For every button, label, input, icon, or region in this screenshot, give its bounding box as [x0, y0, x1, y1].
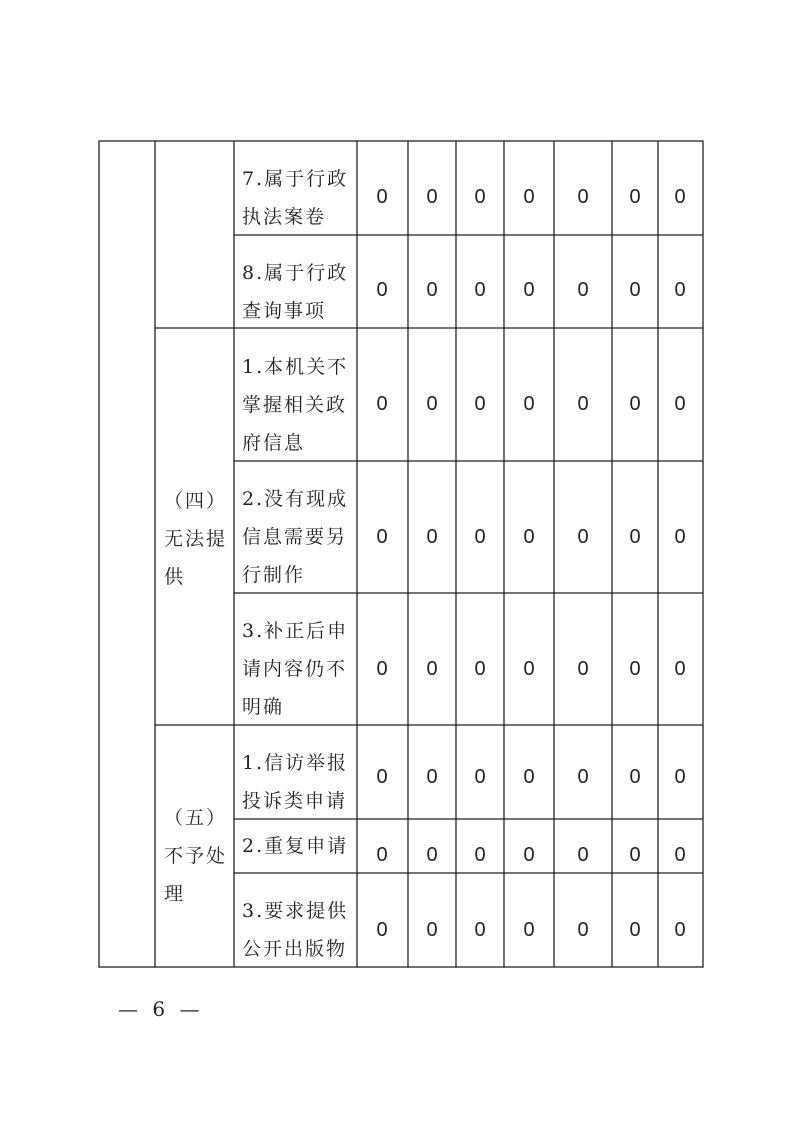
table-cell-value: 0 — [474, 658, 486, 680]
table-cell-value: 0 — [674, 279, 686, 301]
table-cell-value: 0 — [426, 766, 438, 788]
table-cell-value: 0 — [426, 186, 438, 208]
table-cell-value: 0 — [474, 844, 486, 866]
table-cell-value: 0 — [426, 919, 438, 941]
table-cell-value: 0 — [376, 658, 388, 680]
table-cell-value: 0 — [426, 844, 438, 866]
row-item-label: 1.信访举报投诉类申请 — [242, 752, 349, 812]
table-cell-value: 0 — [474, 526, 486, 548]
table-cell-value: 0 — [523, 526, 535, 548]
table-cell-value: 0 — [474, 279, 486, 301]
table-cell-value: 0 — [376, 919, 388, 941]
table-cell-value: 0 — [577, 393, 589, 415]
row-item-label: 1.本机关不掌握相关政府信息 — [242, 356, 349, 454]
table-cell-value: 0 — [577, 658, 589, 680]
table-cell-value: 0 — [523, 766, 535, 788]
table-cell-value: 0 — [523, 186, 535, 208]
table-cell-value: 0 — [629, 919, 641, 941]
row-item-label: 8.属于行政查询事项 — [242, 262, 349, 322]
table-cell-value: 0 — [674, 526, 686, 548]
table-cell-value: 0 — [629, 844, 641, 866]
table-cell-value: 0 — [577, 844, 589, 866]
table-cell-value: 0 — [376, 526, 388, 548]
table-cell-value: 0 — [474, 393, 486, 415]
table-cell-value: 0 — [376, 766, 388, 788]
table-cell-value: 0 — [629, 658, 641, 680]
table-cell-value: 0 — [577, 186, 589, 208]
row-item-label: 2.重复申请 — [242, 835, 349, 857]
group-label-not-processed: （五）不予处理 — [164, 807, 228, 905]
table-cell-value: 0 — [577, 919, 589, 941]
table-cell-value: 0 — [629, 393, 641, 415]
table-cell-value: 0 — [629, 186, 641, 208]
table-cell-value: 0 — [577, 526, 589, 548]
page-number: — 6 — — [118, 997, 204, 1021]
table-cell-value: 0 — [376, 844, 388, 866]
table-cell-value: 0 — [426, 658, 438, 680]
table-cell-value: 0 — [629, 766, 641, 788]
table-cell-value: 0 — [426, 526, 438, 548]
table-cell-value: 0 — [629, 279, 641, 301]
table-cell-value: 0 — [523, 279, 535, 301]
table-cell-value: 0 — [674, 658, 686, 680]
table-cell-value: 0 — [523, 393, 535, 415]
table-cell-value: 0 — [674, 766, 686, 788]
table-cell-value: 0 — [523, 844, 535, 866]
table-cell-value: 0 — [523, 919, 535, 941]
row-item-label: 3.补正后申请内容仍不明确 — [242, 620, 349, 718]
table-cell-value: 0 — [474, 919, 486, 941]
table-cell-value: 0 — [674, 393, 686, 415]
table-cell-value: 0 — [577, 766, 589, 788]
table-cell-value: 0 — [577, 279, 589, 301]
table-cell-value: 0 — [674, 186, 686, 208]
table-cell-value: 0 — [376, 393, 388, 415]
row-item-label: 3.要求提供公开出版物 — [242, 900, 349, 960]
table-cell-value: 0 — [426, 393, 438, 415]
table-cell-value: 0 — [426, 279, 438, 301]
group-label-unable-provide: （四）无法提供 — [164, 490, 228, 588]
table-cell-value: 0 — [376, 279, 388, 301]
row-item-label: 2.没有现成信息需要另行制作 — [242, 488, 349, 586]
table-cell-value: 0 — [523, 658, 535, 680]
table-cell-value: 0 — [674, 919, 686, 941]
table-cell-value: 0 — [674, 844, 686, 866]
table-cell-value: 0 — [376, 186, 388, 208]
row-item-label: 7.属于行政执法案卷 — [242, 168, 349, 228]
table-cell-value: 0 — [474, 186, 486, 208]
table-cell-value: 0 — [629, 526, 641, 548]
table-cell-value: 0 — [474, 766, 486, 788]
